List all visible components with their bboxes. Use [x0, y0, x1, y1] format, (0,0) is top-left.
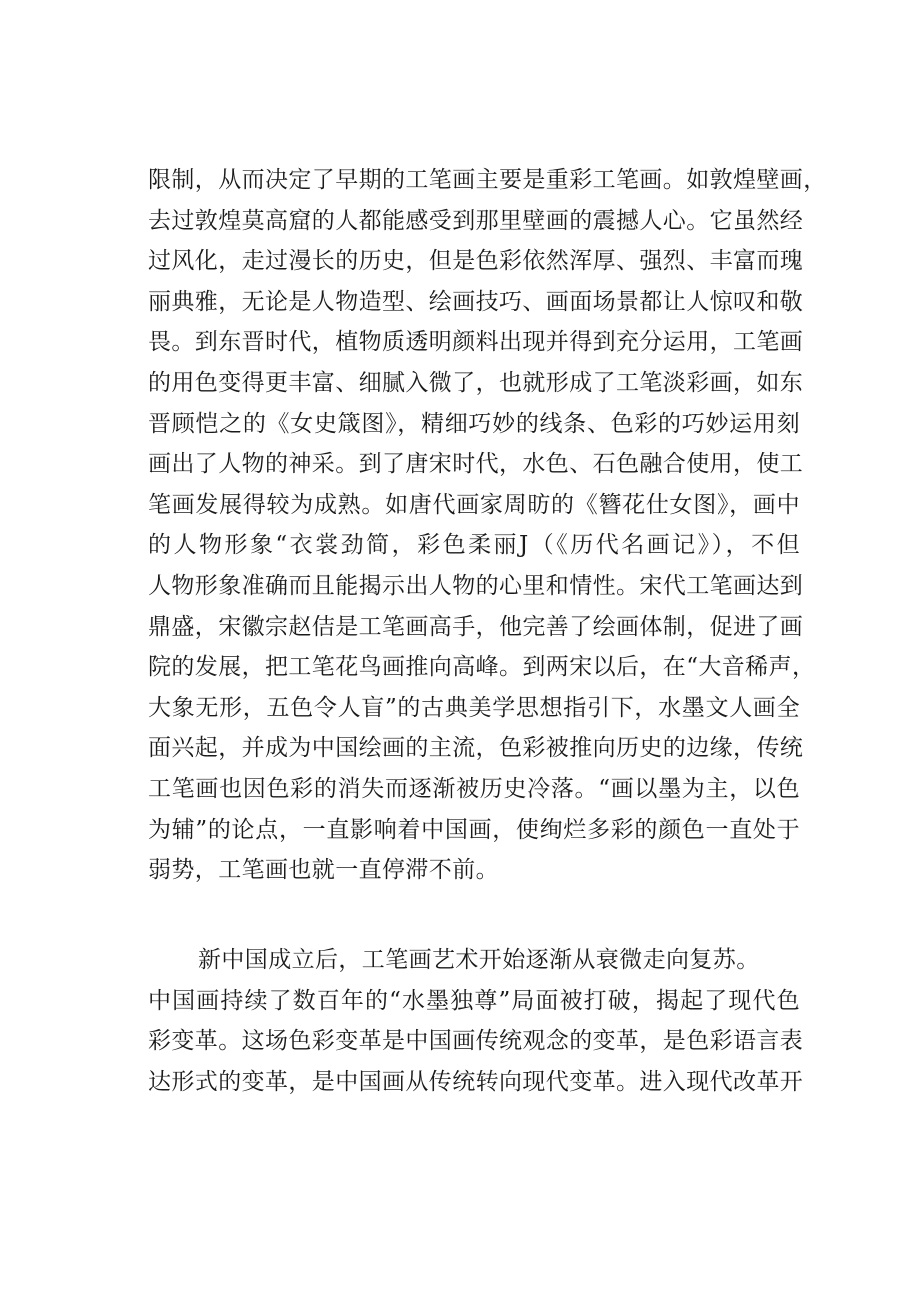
text-line: 中国画持续了数百年的“水墨独尊”局面被打破，揭起了现代色: [148, 987, 800, 1014]
text-line: 彩变革。这场色彩变革是中国画传统观念的变革，是色彩语言表: [148, 1028, 804, 1055]
text-line: 晋顾恺之的《女史箴图》，精细巧妙的线条、色彩的巧妙运用刻: [148, 410, 800, 437]
text-line: 的人物形象“衣裳劲简，彩色柔丽J（《历代名画记》），不但: [148, 532, 800, 559]
text-line: 为辅”的论点，一直影响着中国画，使绚烂多彩的颜色一直处于: [148, 816, 800, 843]
text-line: 限制，从而决定了早期的工笔画主要是重彩工笔画。如敦煌壁画，: [148, 167, 827, 193]
text-line: 丽典雅，无论是人物造型、绘画技巧、画面场景都让人惊叹和敬: [148, 288, 804, 315]
text-line: 过风化，走过漫长的历史，但是色彩依然浑厚、强烈、丰富而瑰: [148, 248, 804, 275]
text-line: 笔画发展得较为成熟。如唐代画家周昉的《簪花仕女图》，画中: [148, 491, 800, 518]
text-line: 鼎盛，宋徽宗赵佶是工笔画高手，他完善了绘画体制，促进了画: [148, 613, 804, 640]
text-line: 达形式的变革，是中国画从传统转向现代变革。进入现代改革开: [148, 1068, 804, 1095]
text-line: 去过敦煌莫高窟的人都能感受到那里壁画的震撼人心。它虽然经: [148, 207, 804, 234]
text-line: 人物形象准确而且能揭示出人物的心里和情性。宋代工笔画达到: [148, 572, 804, 599]
paragraph-1: [148, 160, 827, 891]
paragraph-2: [148, 940, 804, 1102]
text-line: 大象无形，五色令人盲”的古典美学思想指引下，水墨文人画全: [148, 694, 800, 721]
text-line: 新中国成立后，工笔画艺术开始逐渐从衰微走向复苏。: [198, 947, 760, 973]
text-line: 弱势，工笔画也就一直停滞不前。: [148, 857, 499, 884]
text-line: 面兴起，并成为中国绘画的主流，色彩被推向历史的边缘，传统: [148, 735, 804, 762]
text-line: 的用色变得更丰富、细腻入微了，也就形成了工笔淡彩画，如东: [148, 369, 804, 396]
text-line: 画出了人物的神采。到了唐宋时代，水色、石色融合使用，使工: [148, 451, 804, 478]
text-line: 畏。到东晋时代，植物质透明颜料出现并得到充分运用，工笔画: [148, 329, 804, 356]
text-line: 工笔画也因色彩的消失而逐渐被历史冷落。“画以墨为主，以色: [148, 775, 800, 802]
text-line: 院的发展，把工笔花鸟画推向高峰。到两宋以后，在“大音稀声，: [148, 654, 816, 681]
